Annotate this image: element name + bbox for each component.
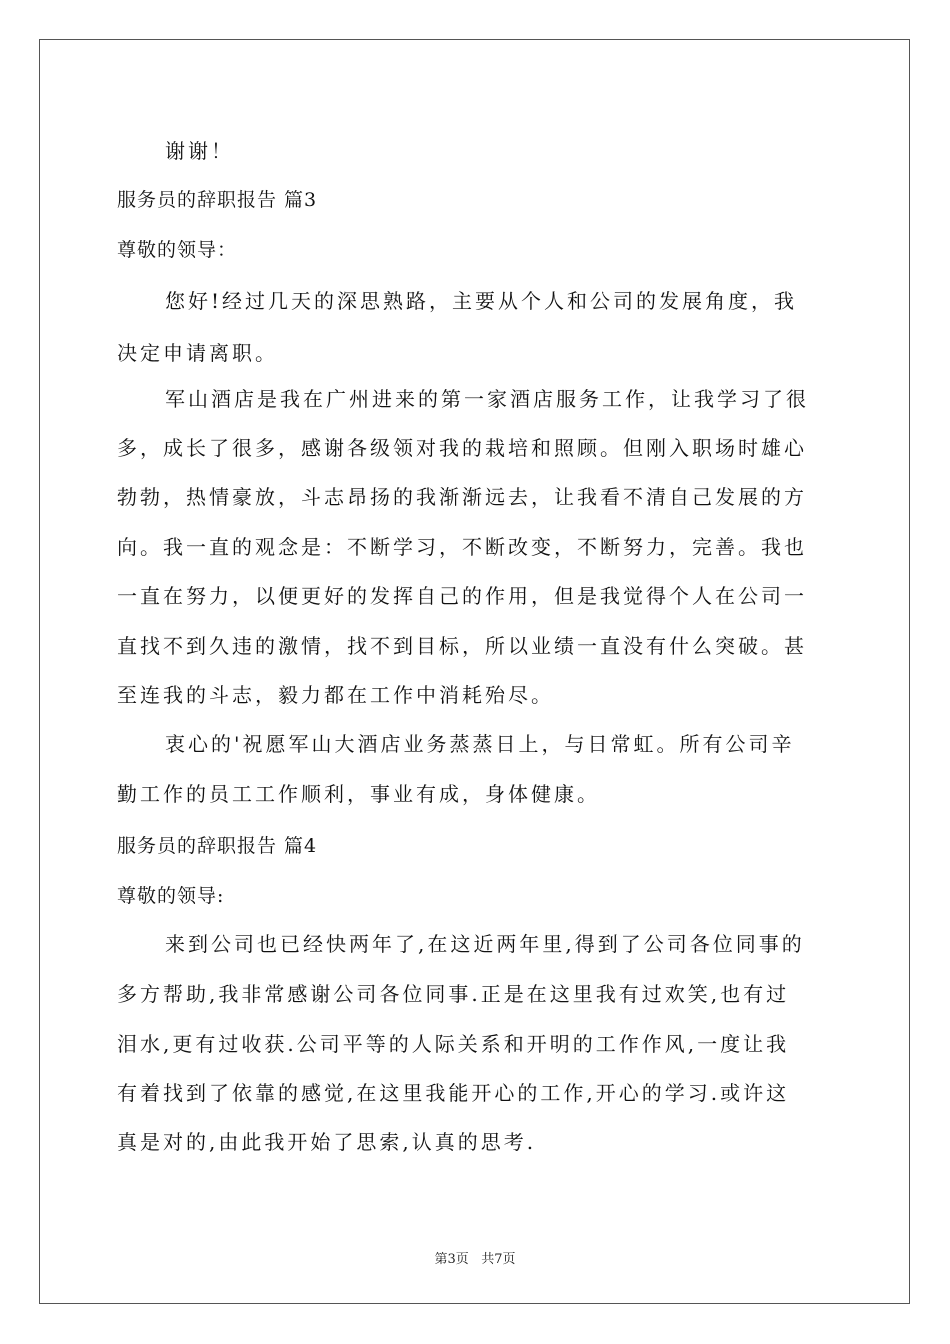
paragraph-line: 勃勃，热情豪放，斗志昂扬的我渐渐远去，让我看不清自己发展的方 xyxy=(117,485,807,509)
section4-salutation: 尊敬的领导: xyxy=(117,885,225,907)
paragraph-line: 衷心的'祝愿军山大酒店业务蒸蒸日上，与日常虹。所有公司辛 xyxy=(165,732,795,756)
paragraph-line: 直找不到久违的激情，找不到目标，所以业绩一直没有什么突破。甚 xyxy=(117,634,807,658)
paragraph-line: 向。我一直的观念是：不断学习，不断改变，不断努力，完善。我也 xyxy=(117,535,807,559)
paragraph-line: 多方帮助,我非常感谢公司各位同事.正是在这里我有过欢笑,也有过 xyxy=(117,982,790,1006)
paragraph-line: 真是对的,由此我开始了思索,认真的思考. xyxy=(117,1130,537,1154)
total-pages-label: 共7页 xyxy=(481,1252,516,1267)
paragraph-line: 一直在努力，以便更好的发挥自己的作用，但是我觉得个人在公司一 xyxy=(117,584,807,608)
page-footer xyxy=(0,1248,950,1267)
paragraph-line: 决定申请离职。 xyxy=(117,341,278,365)
paragraph-line: 军山酒店是我在广州进来的第一家酒店服务工作，让我学习了很 xyxy=(165,387,809,411)
paragraph-line: 有着找到了依靠的感觉,在这里我能开心的工作,开心的学习.或许这 xyxy=(117,1081,790,1105)
paragraph-line: 您好!经过几天的深思熟路，主要从个人和公司的发展角度，我 xyxy=(165,289,798,313)
page-frame xyxy=(39,39,910,1304)
paragraph-line: 多，成长了很多，感谢各级领对我的栽培和照顾。但刚入职场时雄心 xyxy=(117,436,807,460)
thanks-line: 谢谢！ xyxy=(165,139,234,163)
section3-salutation: 尊敬的领导： xyxy=(117,239,238,261)
paragraph-line: 来到公司也已经快两年了,在这近两年里,得到了公司各位同事的 xyxy=(165,932,805,956)
page-number-label: 第3页 xyxy=(434,1252,469,1267)
section4-heading: 服务员的辞职报告 篇4 xyxy=(117,835,318,857)
paragraph-line: 至连我的斗志，毅力都在工作中消耗殆尽。 xyxy=(117,683,554,707)
paragraph-line: 泪水,更有过收获.公司平等的人际关系和开明的工作作风,一度让我 xyxy=(117,1032,790,1056)
section3-heading: 服务员的辞职报告 篇3 xyxy=(117,189,318,211)
paragraph-line: 勤工作的员工工作顺利，事业有成，身体健康。 xyxy=(117,782,600,806)
